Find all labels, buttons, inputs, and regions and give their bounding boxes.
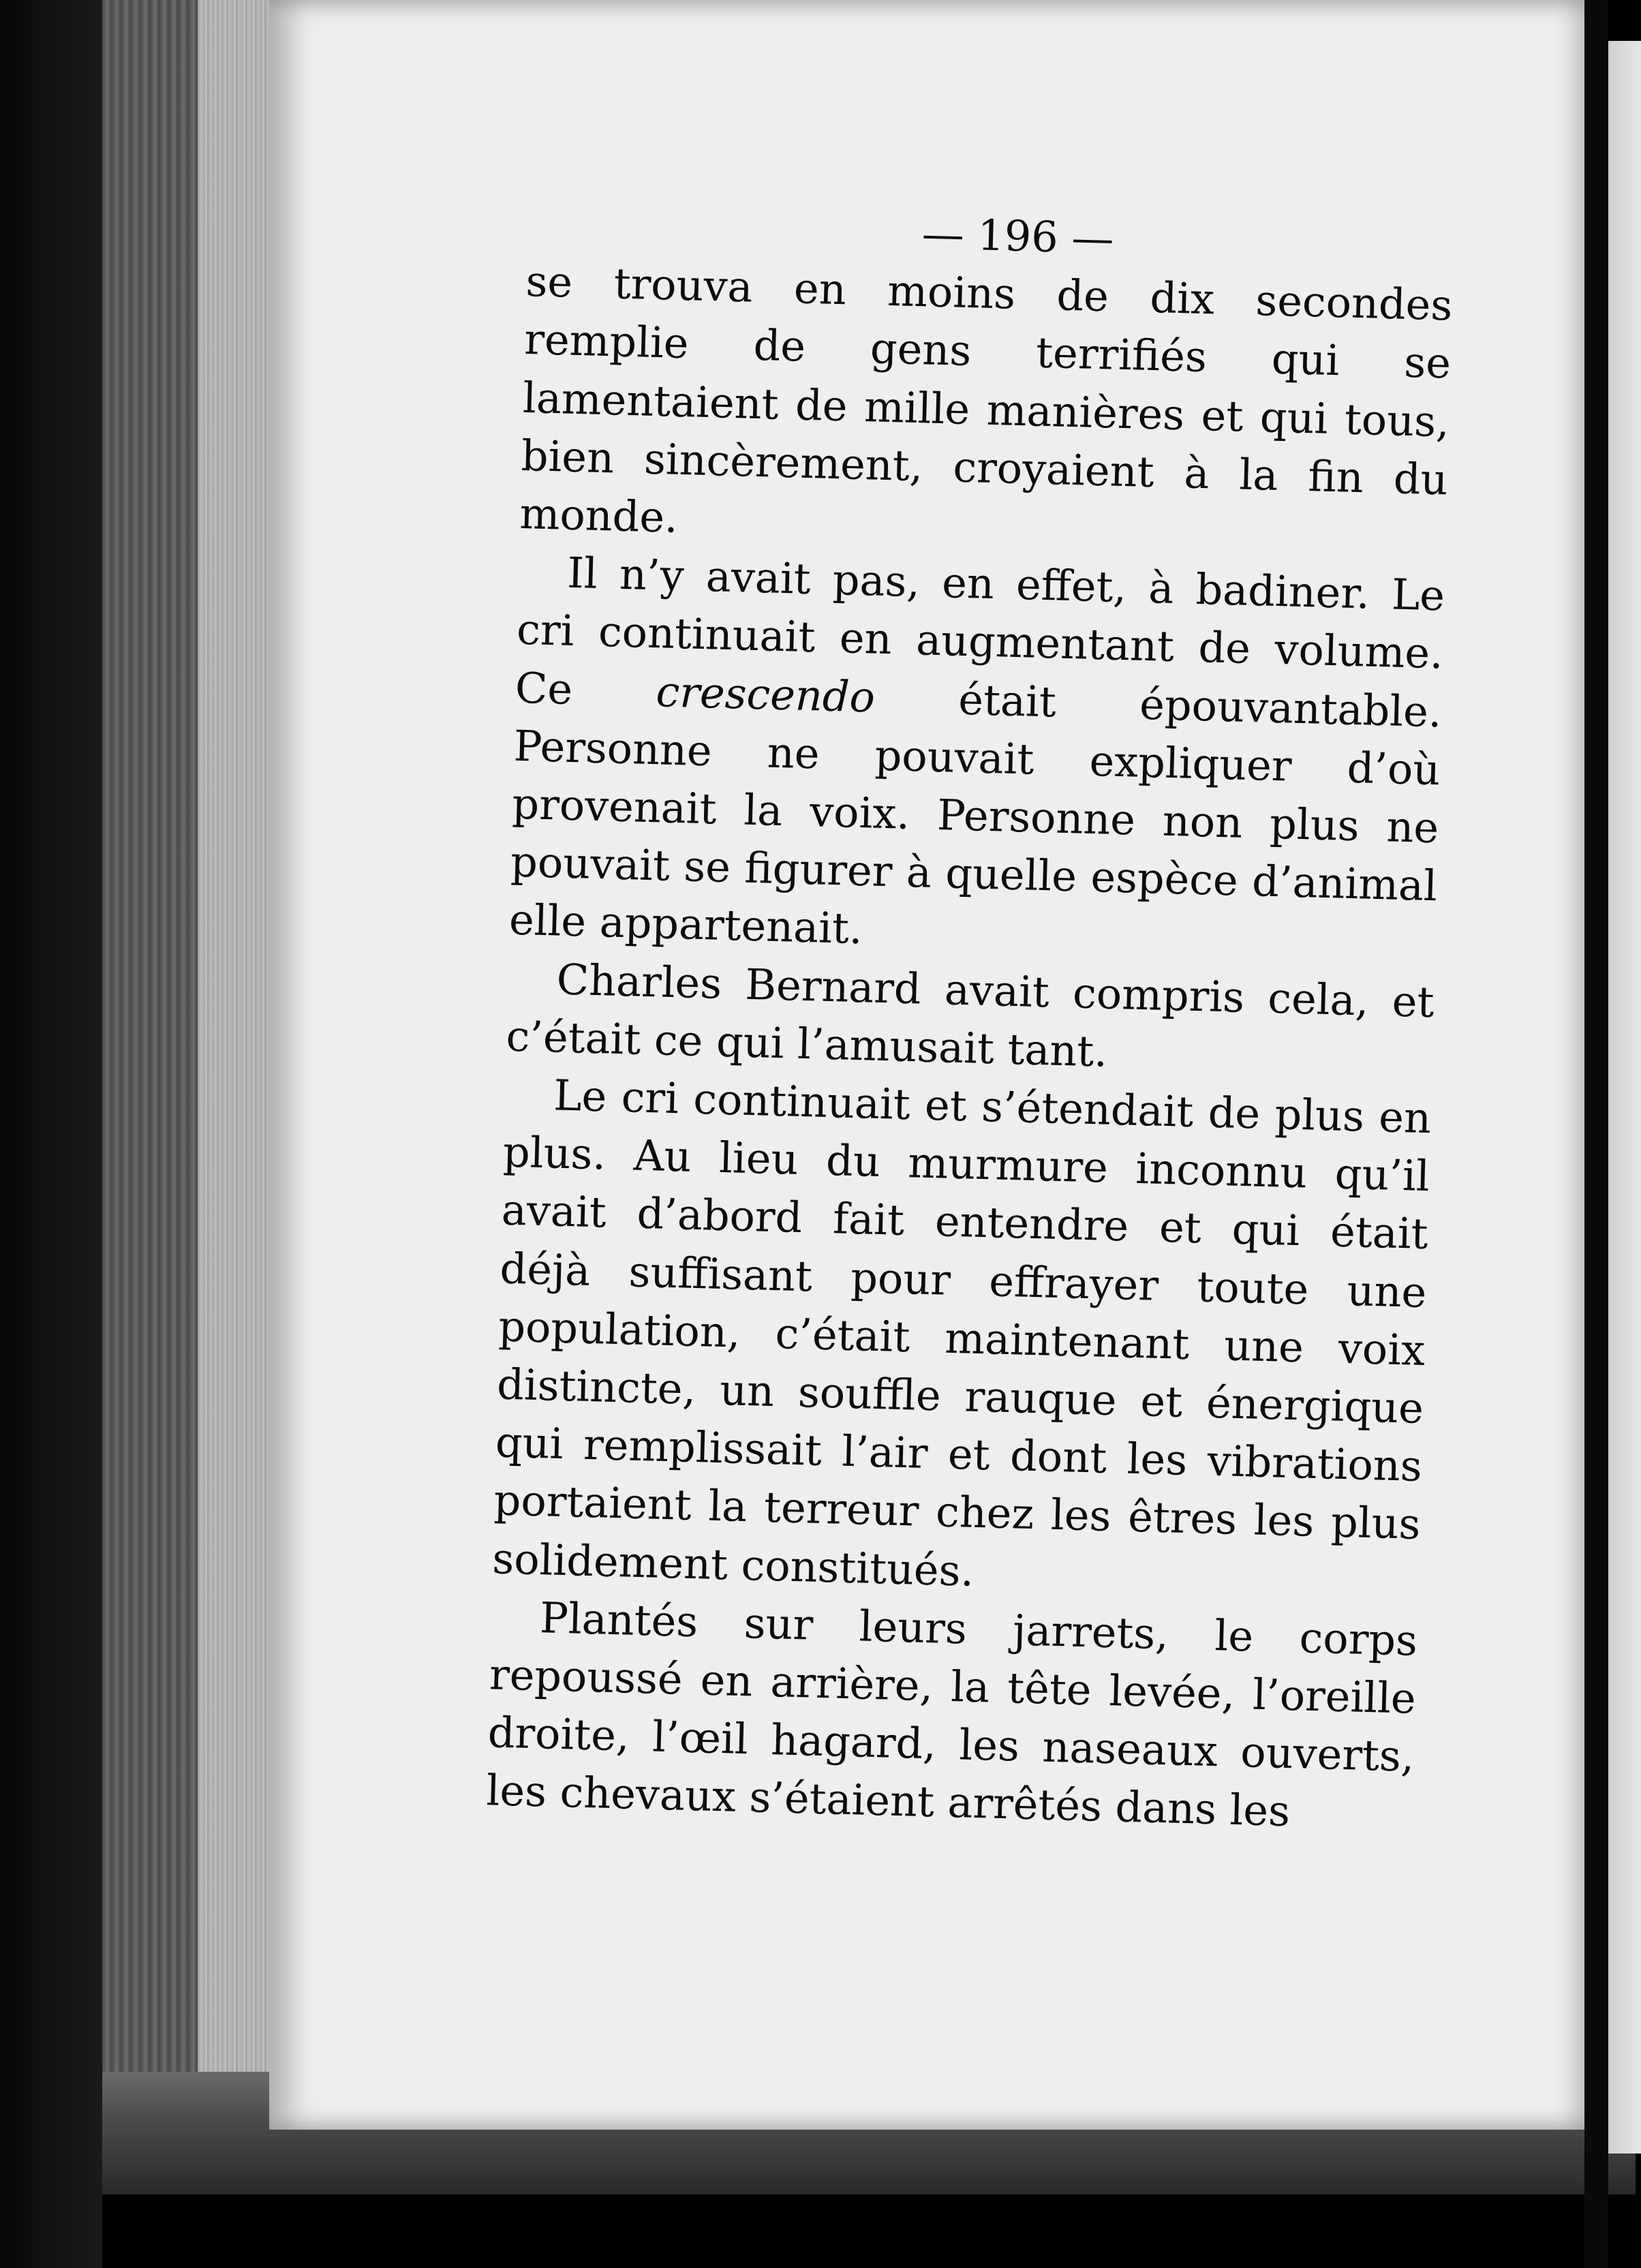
paragraph-text: Il n’y avait pas, en effet, à badiner. Le cri continuait en augmentant de volume. Ce: [515, 547, 1445, 716]
facing-page-edge: [1608, 41, 1641, 2154]
paragraph: se trouva en moins de dix secondes remplie de gens terrifiés qui se lamentaient de mille manières et qui tous, bien sincèrement, croyaient à la fin du monde.: [519, 256, 1454, 542]
paragraph: Charles Bernard avait compris cela, et c’était ce qui l’amusait tant.: [505, 954, 1435, 1077]
italic-word: crescendo: [655, 666, 876, 722]
book-gutter: [1584, 0, 1608, 2268]
page-stack-edge-light: [198, 0, 273, 2119]
page-number: — 196 —: [921, 209, 1115, 264]
book-binding: [0, 0, 102, 2268]
paragraph: Plantés sur leurs jarrets, le corps repoussé en arrière, la tête levée, l’oreille droite, l’œil hagard, les naseaux ouverts, les chevaux s’étaient arrêtés dans les: [485, 1593, 1418, 1837]
paragraph-text: était épouvantable. Personne ne pouvait expliquer d’où provenait la voix. Personne non plus ne pouvait se figurer à quelle espèce d’animal elle appartenait.: [508, 672, 1443, 954]
page-text-block: [486, 194, 1455, 1843]
paragraph: [508, 542, 1445, 973]
paragraph: Le cri continuait et s’étendait de plus en plus. Au lieu du murmure inconnu qu’il avait d’abord fait entendre et qui était déjà suffisant pour effrayer toute une population, c’était maintenant une voix distincte, un souffle rauque et énergique qui remplissait l’air et dont les vibrations portaient la terreur chez les êtres les plus solidement constitués.: [491, 1070, 1432, 1596]
